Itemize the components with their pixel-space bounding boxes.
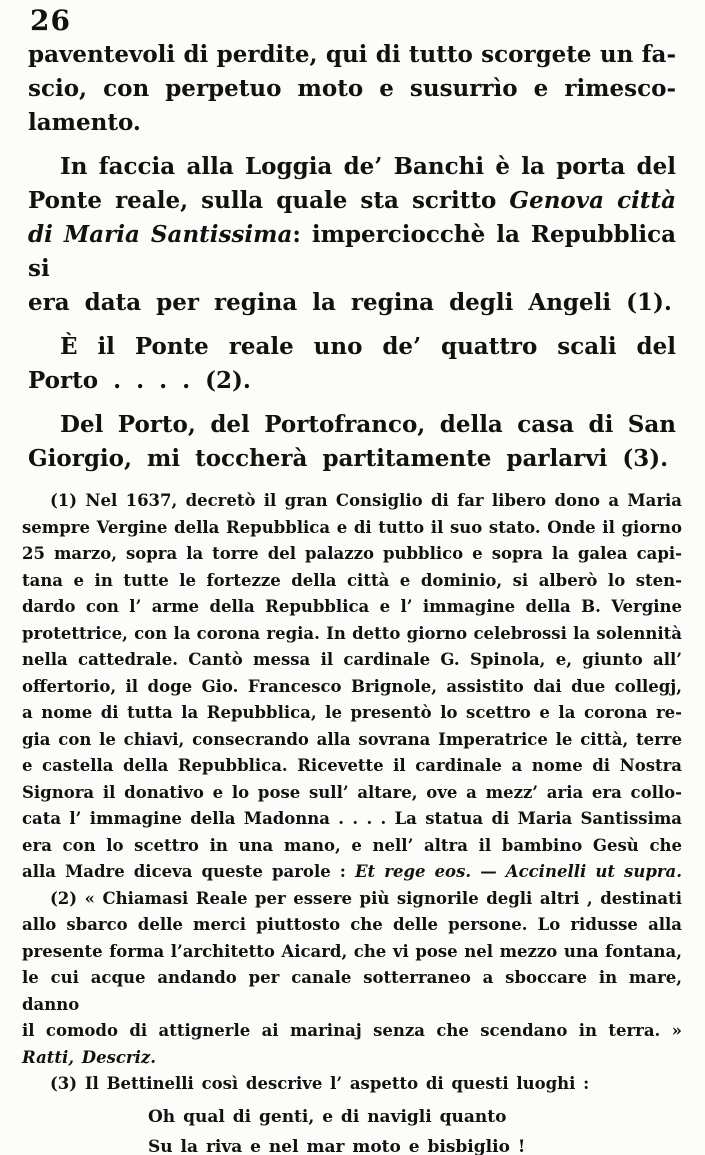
text-line (148, 1102, 682, 1132)
italic-text-segment: di Maria Santissima (28, 221, 293, 248)
text-line (22, 806, 682, 833)
text-segment: a nome di tutta la Repubblica, le presentò lo scettro e la corona re- (22, 703, 682, 722)
text-line (22, 515, 682, 542)
text-segment: le cui acque andando per canale sotterraneo a sboccare in mare, danno (22, 968, 682, 1014)
text-segment: (1) Nel 1637, decretò il gran Consiglio di far libero dono a Maria (50, 491, 682, 510)
text-segment: (2) « Chiamasi Reale per essere più signorile degli altri , destinati (50, 888, 682, 908)
paragraph-loggia-banchi (28, 150, 676, 320)
text-segment: alla Madre diceva queste parole : (22, 862, 355, 881)
text-segment: Del Porto, del Portofranco, della casa di San (60, 411, 676, 438)
text-segment: Su la riva e nel mar moto e bisbiglio ! (148, 1136, 526, 1155)
text-segment: 25 marzo, sopra la torre del palazzo pubblico e sopra la galea capi- (22, 544, 682, 563)
text-segment: il comodo di attignerle ai marinaj senza che scendano in terra. » (22, 1021, 682, 1040)
text-line (28, 408, 676, 442)
text-line (22, 780, 682, 807)
text-segment: gia con le chiavi, consecrando alla sovrana Imperatrice le città, terre (22, 729, 682, 749)
text-segment: allo sbarco delle merci piuttosto che delle persone. Lo ridusse alla (22, 915, 682, 934)
text-segment: : imperciocchè la Repubblica si (28, 221, 676, 282)
text-segment: era con lo scettro in una mano, e nell’ altra il bambino Gesù che (22, 835, 682, 855)
text-segment: dardo con l’ arme della Repubblica e l’ immagine della B. Vergine (22, 597, 682, 616)
text-line (148, 1132, 682, 1155)
text-line (22, 753, 682, 780)
paragraph-continuation (28, 38, 676, 140)
text-segment: cata l’ immagine della Madonna . . . . La statua di Maria Santissima (22, 809, 682, 828)
text-segment: sempre Vergine della Repubblica e di tutto il suo stato. Onde il giorno (22, 517, 682, 537)
text-line (28, 150, 676, 184)
text-segment: Giorgio, mi toccherà partitamente parlarvi (3). (28, 445, 669, 472)
text-line (22, 939, 682, 966)
text-line (22, 674, 682, 701)
text-line (22, 833, 682, 860)
footnote-1 (22, 488, 682, 886)
text-line (22, 1071, 682, 1098)
text-segment: Ponte reale, sulla quale sta scritto (28, 187, 510, 214)
text-segment: offertorio, il doge Gio. Francesco Brignole, assistito dai due collegj, (22, 676, 682, 696)
text-segment: — (471, 862, 506, 881)
text-line (22, 912, 682, 939)
text-line (22, 965, 682, 1018)
text-line (22, 647, 682, 674)
footnote-2 (22, 886, 682, 1072)
text-line (28, 330, 676, 364)
text-segment: scio, con perpetuo moto e susurrìo e rimesco- (28, 75, 676, 102)
text-line (22, 488, 682, 515)
text-line (28, 364, 676, 398)
text-line (22, 727, 682, 754)
text-segment: nella cattedrale. Cantò messa il cardinale G. Spinola, e, giunto all’ (22, 650, 682, 669)
text-line (22, 859, 682, 886)
text-line (28, 286, 676, 320)
text-line (22, 700, 682, 727)
text-line (22, 541, 682, 568)
footnote-3 (22, 1071, 682, 1098)
footnotes-section (22, 488, 682, 1155)
text-segment: tana e in tutte le fortezze della città e dominio, si alberò lo sten- (22, 570, 682, 590)
text-line (28, 218, 676, 286)
italic-text-segment: Ratti, Descriz. (22, 1047, 156, 1067)
text-line (22, 886, 682, 913)
text-segment: È il Ponte reale uno de’ quattro scali del (60, 333, 676, 360)
text-line (28, 38, 676, 72)
text-line (22, 1018, 682, 1045)
page-number: 26 (30, 4, 71, 37)
main-text (28, 38, 676, 486)
text-segment: paventevoli di perdite, qui di tutto scorgete un fa- (28, 41, 676, 68)
paragraph-porto (28, 408, 676, 476)
italic-text-segment: Accinelli ut supra. (505, 862, 682, 881)
text-line (22, 621, 682, 648)
text-line (22, 568, 682, 595)
italic-text-segment: Et rege eos. (354, 862, 472, 881)
verse-quotation (22, 1102, 682, 1155)
text-segment: Oh qual di genti, e di navigli quanto (148, 1106, 507, 1127)
text-line (28, 184, 676, 218)
text-segment: era data per regina la regina degli Angeli (1). (28, 289, 672, 316)
text-segment: lamento. (28, 109, 141, 136)
text-segment: presente forma l’architetto Aicard, che vi pose nel mezzo una fontana, (22, 941, 682, 961)
text-segment: protettrice, con la corona regia. In detto giorno celebrossi la solennità (22, 623, 682, 643)
paragraph-ponte-reale (28, 330, 676, 398)
text-line (28, 442, 676, 476)
text-line (22, 594, 682, 621)
text-segment: Signora il donativo e lo pose sull’ altare, ove a mezz’ aria era collo- (22, 782, 682, 802)
text-segment: (3) Il Bettinelli così descrive l’ aspetto di questi luoghi : (50, 1074, 590, 1093)
text-segment: Porto . . . . (2). (28, 367, 251, 394)
text-line (28, 72, 676, 106)
text-line (28, 106, 676, 140)
italic-text-segment: Genova città (509, 187, 676, 214)
text-segment: In faccia alla Loggia de’ Banchi è la porta del (60, 153, 676, 180)
text-segment: e castella della Repubblica. Ricevette il cardinale a nome di Nostra (22, 756, 682, 775)
text-line (22, 1045, 682, 1072)
